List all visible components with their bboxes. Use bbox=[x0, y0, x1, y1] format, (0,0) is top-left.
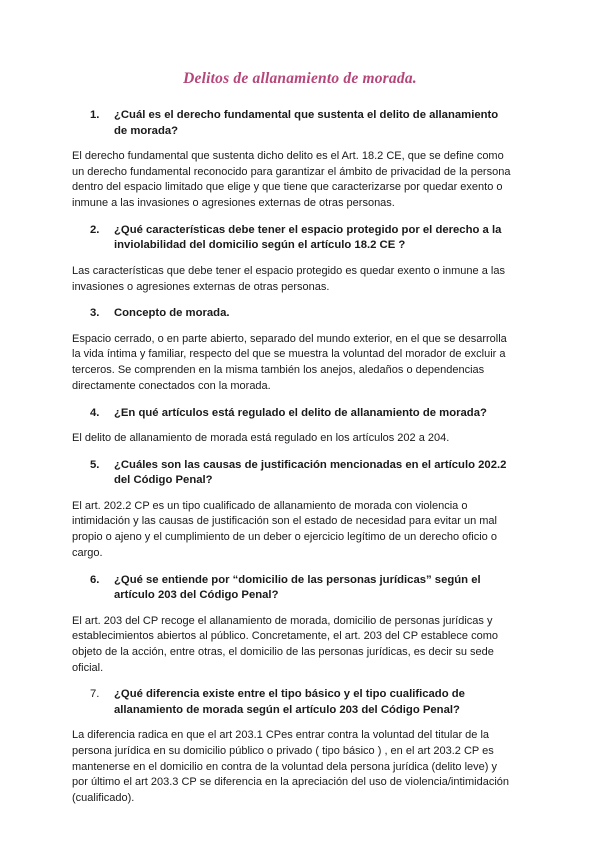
qa-item-3 bbox=[72, 306, 514, 394]
qa-item-2 bbox=[72, 223, 514, 295]
question-number: 3. bbox=[90, 307, 100, 320]
qa-item-5 bbox=[72, 458, 514, 562]
qa-item-1 bbox=[72, 108, 514, 212]
question-text: ¿En qué artículos está regulado el delito de allanamiento de morada? bbox=[114, 406, 487, 419]
answer-5: El art. 202.2 CP es un tipo cualificado de allanamiento de morada con violencia o intimidación y las causas de justificación son el estado de necesidad para evitar un mal propio o ajeno y el cumplimiento de un deber o ejercicio legítimo de un derecho oficio o cargo. bbox=[72, 499, 497, 559]
question-text: ¿Qué diferencia existe entre el tipo básico y el tipo cualificado de allanamiento de morada según el artículo 203 del Código Penal? bbox=[114, 688, 465, 716]
question-text: ¿Qué características debe tener el espacio protegido por el derecho a la inviolabilidad del domicilio según el artículo 18.2 CE ? bbox=[114, 223, 502, 252]
document-title: Delitos de allanamiento de morada. bbox=[183, 70, 417, 87]
answer-3: Espacio cerrado, o en parte abierto, separado del mundo exterior, en el que se desarrolla la vida íntima y familiar, respecto del que se muestra la voluntad del morador de excluir a terceros. Se comprenden en la misma también los anejos, aledaños o dependencias directamente conectados con la morada. bbox=[72, 332, 507, 392]
question-5 bbox=[72, 458, 514, 489]
answer-6: El art. 203 del CP recoge el allanamiento de morada, domicilio de personas jurídicas y establecimientos abiertos al público. Concretamente, el art. 203 del CP establece como objeto de la acción, entre otras, el domicilio de las personas jurídicas, es decir su sede oficial. bbox=[72, 614, 498, 674]
question-2 bbox=[72, 223, 514, 254]
question-number: 7. bbox=[90, 688, 100, 701]
question-text: ¿Cuál es el derecho fundamental que sustenta el delito de allanamiento de morada? bbox=[114, 109, 499, 137]
answer-2: Las características que debe tener el espacio protegido es quedar exento o inmune a las invasiones o agresiones externas de otras personas. bbox=[72, 264, 505, 293]
question-6 bbox=[72, 573, 514, 604]
question-4 bbox=[72, 406, 514, 422]
question-1 bbox=[72, 108, 514, 139]
answer-1: El derecho fundamental que sustenta dicho delito es el Art. 18.2 CE, que se define como un derecho fundamental reconocido para garantizar el ámbito de privacidad de la persona dentro del espacio limitado que elige y que tiene que caracterizarse por quedar exento o inmune a las invasiones o agresiones externas de otras personas. bbox=[72, 150, 511, 210]
question-text: Concepto de morada. bbox=[114, 307, 230, 320]
qa-item-7 bbox=[72, 687, 514, 807]
question-3 bbox=[72, 306, 514, 322]
question-number: 2. bbox=[90, 223, 100, 236]
question-7 bbox=[72, 687, 514, 718]
question-number: 6. bbox=[90, 573, 100, 586]
question-text: ¿Cuáles son las causas de justificación mencionadas en el artículo 202.2 del Código Penal? bbox=[114, 458, 507, 487]
question-number: 5. bbox=[90, 458, 100, 471]
answer-7: La diferencia radica en que el art 203.1 CPes entrar contra la voluntad del titular de la persona jurídica en su domicilio público o privado ( tipo básico ) , en el art 203.2 CP es mantenerse en el domicilio en contra de la voluntad dela persona jurídica (delito leve) y por último el art 203.3 CP se diferencia en la apreciación del uso de violencia/intimidación (cualificado). bbox=[72, 729, 509, 805]
answer-4: El delito de allanamiento de morada está regulado en los artículos 202 a 204. bbox=[72, 432, 450, 445]
qa-item-4 bbox=[72, 406, 514, 447]
qa-item-6 bbox=[72, 573, 514, 677]
question-text: ¿Qué se entiende por “domicilio de las personas jurídicas” según el artículo 203 del Código Penal? bbox=[114, 573, 481, 602]
question-number: 1. bbox=[90, 109, 100, 121]
question-number: 4. bbox=[90, 406, 100, 419]
